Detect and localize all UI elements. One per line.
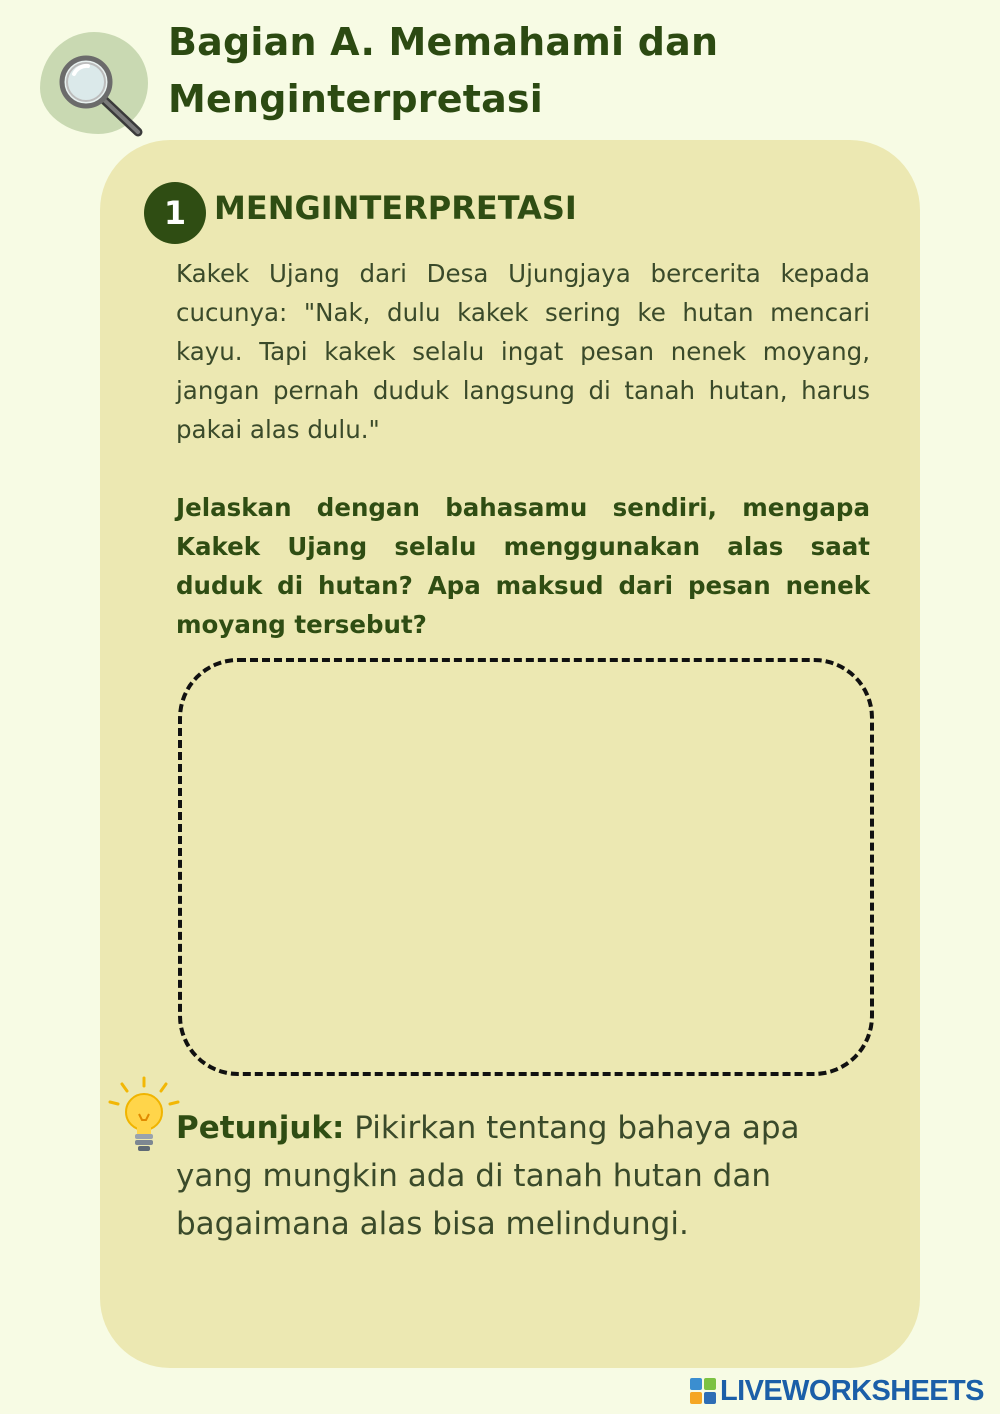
section-heading: MENGINTERPRETASI [214, 189, 577, 227]
answer-input-box[interactable] [178, 658, 874, 1076]
story-paragraph: Kakek Ujang dari Desa Ujungjaya bercerita kepada cucunya: "Nak, dulu kakek sering ke hutan mencari kayu. Tapi kakek selalu ingat pesan nenek moyang, jangan pernah duduk langsung di tanah hutan, harus pakai alas dulu." [176, 259, 870, 444]
section-number-badge: 1 [144, 182, 206, 244]
hint-label: Petunjuk: [176, 1110, 345, 1146]
page-title: Bagian A. Memahami dan Menginterpretasi [168, 20, 719, 121]
magnifier-badge [40, 32, 148, 134]
hint-body: Pikirkan tentang bahaya apa yang mungkin ada di tanah hutan dan bagaimana alas bisa melindungi. [176, 1110, 800, 1242]
lightbulb-icon [106, 1076, 182, 1156]
question-text: Jelaskan dengan bahasamu sendiri, mengapa Kakek Ujang selalu menggunakan alas saat duduk di hutan? Apa maksud dari pesan nenek moyang tersebut? [176, 493, 870, 639]
brand-logo-icon [690, 1378, 716, 1404]
hint-text [176, 1104, 876, 1248]
magnifier-icon [52, 54, 148, 140]
liveworksheets-brand [690, 1374, 984, 1408]
brand-name: LIVEWORKSHEETS [720, 1374, 984, 1407]
